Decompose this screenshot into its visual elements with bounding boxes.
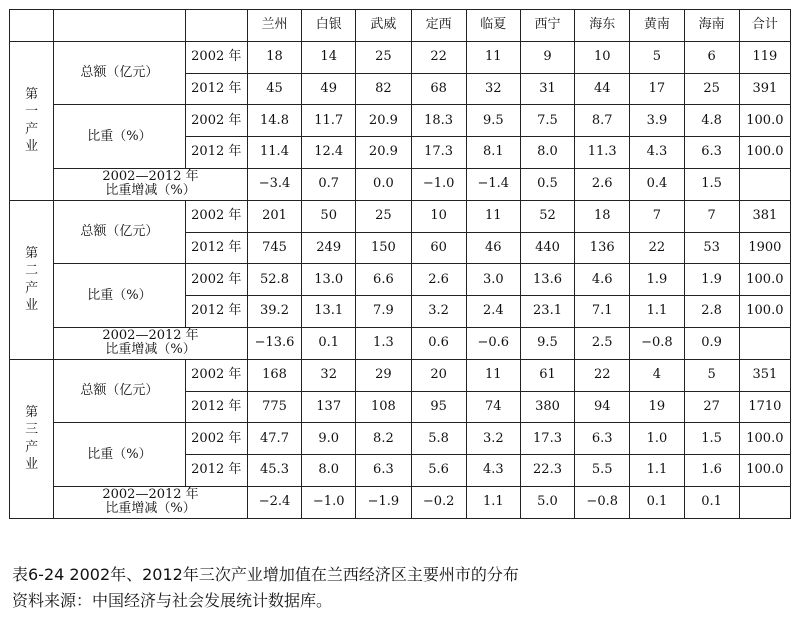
value-cell: 3.2 bbox=[466, 423, 520, 455]
value-cell: −3.4 bbox=[247, 168, 301, 200]
table-row bbox=[10, 105, 791, 137]
value-cell: 11 bbox=[466, 41, 520, 73]
value-cell: 20 bbox=[411, 359, 466, 391]
value-cell: 8.2 bbox=[356, 423, 411, 455]
metric-label-delta bbox=[54, 486, 248, 518]
value-cell: 45.3 bbox=[247, 455, 301, 487]
delta-label-line: 2002—2012 年 bbox=[102, 487, 199, 503]
value-cell: 5 bbox=[684, 359, 739, 391]
value-cell: 46 bbox=[466, 232, 520, 264]
value-cell: 3.2 bbox=[411, 296, 466, 328]
value-cell: 391 bbox=[739, 73, 790, 105]
value-cell: 7.1 bbox=[575, 296, 630, 328]
value-cell: 1.9 bbox=[684, 264, 739, 296]
value-cell: 22 bbox=[575, 359, 630, 391]
value-cell: 0.1 bbox=[630, 486, 684, 518]
value-cell: 32 bbox=[302, 359, 356, 391]
value-cell: 82 bbox=[356, 73, 411, 105]
value-cell: 1.1 bbox=[630, 455, 684, 487]
value-cell: 22.3 bbox=[520, 455, 574, 487]
value-cell: 0.7 bbox=[302, 168, 356, 200]
header-row bbox=[10, 10, 791, 42]
table-row bbox=[10, 423, 791, 455]
value-cell: 11.3 bbox=[575, 137, 630, 169]
value-cell: 61 bbox=[520, 359, 574, 391]
metric-label-total: 总额（亿元） bbox=[54, 200, 186, 264]
col-header: 临夏 bbox=[466, 10, 520, 42]
year-cell: 2002 年 bbox=[185, 200, 247, 232]
value-cell: 68 bbox=[411, 73, 466, 105]
value-cell: 1.5 bbox=[684, 168, 739, 200]
value-cell: 6 bbox=[684, 41, 739, 73]
col-header: 定西 bbox=[411, 10, 466, 42]
value-cell: 25 bbox=[684, 73, 739, 105]
value-cell: 1.5 bbox=[684, 423, 739, 455]
industry-label-char: 产 bbox=[25, 280, 39, 296]
delta-label-line: 2002—2012 年 bbox=[102, 169, 199, 185]
col-header: 黄南 bbox=[630, 10, 684, 42]
value-cell: 18 bbox=[575, 200, 630, 232]
corner-cell bbox=[10, 10, 54, 42]
value-cell: 45 bbox=[247, 73, 301, 105]
value-cell: 9.5 bbox=[466, 105, 520, 137]
value-cell: −0.8 bbox=[575, 486, 630, 518]
value-cell: 9.0 bbox=[302, 423, 356, 455]
col-header: 合计 bbox=[739, 10, 790, 42]
delta-label-line: 比重增减（%） bbox=[105, 501, 196, 517]
value-cell: 23.1 bbox=[520, 296, 574, 328]
value-cell: 100.0 bbox=[739, 105, 790, 137]
value-cell: 50 bbox=[302, 200, 356, 232]
value-cell: 10 bbox=[411, 200, 466, 232]
value-cell: 11.7 bbox=[302, 105, 356, 137]
col-header: 兰州 bbox=[247, 10, 301, 42]
metric-label-total: 总额（亿元） bbox=[54, 41, 186, 105]
value-cell: 17.3 bbox=[411, 137, 466, 169]
value-cell: 4.3 bbox=[466, 455, 520, 487]
value-cell: 0.0 bbox=[356, 168, 411, 200]
value-cell: 25 bbox=[356, 200, 411, 232]
industry-label-char: 三 bbox=[25, 422, 39, 438]
value-cell: 4.3 bbox=[630, 137, 684, 169]
industry-label-char: 业 bbox=[25, 298, 39, 314]
value-cell: 775 bbox=[247, 391, 301, 423]
value-cell: 137 bbox=[302, 391, 356, 423]
value-cell: 8.0 bbox=[520, 137, 574, 169]
value-cell: 4 bbox=[630, 359, 684, 391]
table-row bbox=[10, 327, 791, 359]
industry-label-char: 业 bbox=[25, 139, 39, 155]
industry-label-char: 产 bbox=[25, 439, 39, 455]
industry-label-char: 第 bbox=[25, 404, 39, 420]
value-cell: −0.8 bbox=[630, 327, 684, 359]
industry-label-char: 第 bbox=[25, 245, 39, 261]
value-cell: 29 bbox=[356, 359, 411, 391]
value-cell: 18.3 bbox=[411, 105, 466, 137]
value-cell: 39.2 bbox=[247, 296, 301, 328]
value-cell: 440 bbox=[520, 232, 574, 264]
metric-label-total: 总额（亿元） bbox=[54, 359, 186, 423]
value-cell: 5.8 bbox=[411, 423, 466, 455]
year-cell: 2012 年 bbox=[185, 232, 247, 264]
value-cell: 1.0 bbox=[630, 423, 684, 455]
value-cell: 0.1 bbox=[302, 327, 356, 359]
value-cell: 0.5 bbox=[520, 168, 574, 200]
value-cell: 1.9 bbox=[630, 264, 684, 296]
value-cell: −13.6 bbox=[247, 327, 301, 359]
value-cell: 3.9 bbox=[630, 105, 684, 137]
table-title: 表6-24 2002年、2012年三次产业增加值在兰西经济区主要州市的分布 bbox=[12, 565, 519, 584]
metric-label-delta bbox=[54, 168, 248, 200]
value-cell: 2.6 bbox=[575, 168, 630, 200]
corner-cell bbox=[185, 10, 247, 42]
value-cell: 20.9 bbox=[356, 137, 411, 169]
year-cell: 2002 年 bbox=[185, 105, 247, 137]
delta-label-line: 2002—2012 年 bbox=[102, 328, 199, 344]
year-cell: 2012 年 bbox=[185, 391, 247, 423]
value-cell: 52 bbox=[520, 200, 574, 232]
value-cell: 8.1 bbox=[466, 137, 520, 169]
value-cell: 13.0 bbox=[302, 264, 356, 296]
value-cell: 32 bbox=[466, 73, 520, 105]
value-cell: 100.0 bbox=[739, 137, 790, 169]
value-cell: 12.4 bbox=[302, 137, 356, 169]
value-cell: 22 bbox=[630, 232, 684, 264]
value-cell: 381 bbox=[739, 200, 790, 232]
col-header: 白银 bbox=[302, 10, 356, 42]
value-cell: 108 bbox=[356, 391, 411, 423]
source-note: 资料来源：中国经济与社会发展统计数据库。 bbox=[12, 591, 333, 610]
metric-label-delta bbox=[54, 327, 248, 359]
value-cell: 74 bbox=[466, 391, 520, 423]
table-row bbox=[10, 168, 791, 200]
year-cell: 2002 年 bbox=[185, 359, 247, 391]
value-cell: 2.4 bbox=[466, 296, 520, 328]
table-row bbox=[10, 264, 791, 296]
value-cell: 8.7 bbox=[575, 105, 630, 137]
value-cell: 5.0 bbox=[520, 486, 574, 518]
value-cell: 17.3 bbox=[520, 423, 574, 455]
table-body bbox=[10, 10, 791, 519]
value-cell: 47.7 bbox=[247, 423, 301, 455]
metric-label-share: 比重（%） bbox=[54, 264, 186, 328]
value-cell: 31 bbox=[520, 73, 574, 105]
value-cell: 0.4 bbox=[630, 168, 684, 200]
value-cell: 1.1 bbox=[466, 486, 520, 518]
value-cell: 351 bbox=[739, 359, 790, 391]
value-cell: −2.4 bbox=[247, 486, 301, 518]
value-cell: 5.5 bbox=[575, 455, 630, 487]
table-row bbox=[10, 41, 791, 73]
data-table bbox=[9, 9, 791, 519]
value-cell: 9 bbox=[520, 41, 574, 73]
value-cell: 11 bbox=[466, 200, 520, 232]
year-cell: 2002 年 bbox=[185, 423, 247, 455]
value-cell: 14 bbox=[302, 41, 356, 73]
year-cell: 2002 年 bbox=[185, 264, 247, 296]
year-cell: 2012 年 bbox=[185, 73, 247, 105]
value-cell: 150 bbox=[356, 232, 411, 264]
value-cell: 2.6 bbox=[411, 264, 466, 296]
value-cell: 249 bbox=[302, 232, 356, 264]
delta-label-line: 比重增减（%） bbox=[105, 183, 196, 199]
value-cell: 5.6 bbox=[411, 455, 466, 487]
value-cell: 7.5 bbox=[520, 105, 574, 137]
metric-label-share: 比重（%） bbox=[54, 423, 186, 487]
value-cell: 14.8 bbox=[247, 105, 301, 137]
value-cell: 100.0 bbox=[739, 455, 790, 487]
year-cell: 2002 年 bbox=[185, 41, 247, 73]
value-cell: 19 bbox=[630, 391, 684, 423]
value-cell: 20.9 bbox=[356, 105, 411, 137]
industry-label bbox=[10, 200, 54, 359]
value-cell: 22 bbox=[411, 41, 466, 73]
industry-label-char: 第 bbox=[25, 86, 39, 102]
value-cell: 6.3 bbox=[684, 137, 739, 169]
col-header: 海东 bbox=[575, 10, 630, 42]
table-row bbox=[10, 200, 791, 232]
value-cell: 6.3 bbox=[356, 455, 411, 487]
value-cell: 1710 bbox=[739, 391, 790, 423]
col-header: 海南 bbox=[684, 10, 739, 42]
value-cell: 6.6 bbox=[356, 264, 411, 296]
value-cell: 201 bbox=[247, 200, 301, 232]
value-cell: 6.3 bbox=[575, 423, 630, 455]
value-cell: 8.0 bbox=[302, 455, 356, 487]
value-cell: 100.0 bbox=[739, 296, 790, 328]
value-cell: 380 bbox=[520, 391, 574, 423]
value-cell: 5 bbox=[630, 41, 684, 73]
value-cell: 10 bbox=[575, 41, 630, 73]
caption bbox=[12, 562, 519, 614]
industry-label-char: 一 bbox=[25, 104, 39, 120]
value-cell: 0.6 bbox=[411, 327, 466, 359]
value-cell: 13.1 bbox=[302, 296, 356, 328]
col-header: 武威 bbox=[356, 10, 411, 42]
value-cell: 2.8 bbox=[684, 296, 739, 328]
metric-label-share: 比重（%） bbox=[54, 105, 186, 169]
table-row bbox=[10, 359, 791, 391]
value-cell: 119 bbox=[739, 41, 790, 73]
value-cell: 2.5 bbox=[575, 327, 630, 359]
industry-label bbox=[10, 41, 54, 200]
value-cell: 11 bbox=[466, 359, 520, 391]
value-cell: −0.2 bbox=[411, 486, 466, 518]
value-cell: 94 bbox=[575, 391, 630, 423]
value-cell bbox=[739, 327, 790, 359]
value-cell: 44 bbox=[575, 73, 630, 105]
industry-label-char: 业 bbox=[25, 457, 39, 473]
year-cell: 2012 年 bbox=[185, 296, 247, 328]
value-cell bbox=[739, 486, 790, 518]
value-cell: 18 bbox=[247, 41, 301, 73]
value-cell: 60 bbox=[411, 232, 466, 264]
value-cell: 95 bbox=[411, 391, 466, 423]
value-cell: 4.6 bbox=[575, 264, 630, 296]
value-cell bbox=[739, 168, 790, 200]
value-cell: 100.0 bbox=[739, 423, 790, 455]
value-cell: 7.9 bbox=[356, 296, 411, 328]
value-cell: 53 bbox=[684, 232, 739, 264]
value-cell: 25 bbox=[356, 41, 411, 73]
year-cell: 2012 年 bbox=[185, 455, 247, 487]
value-cell: 1.6 bbox=[684, 455, 739, 487]
value-cell: 52.8 bbox=[247, 264, 301, 296]
value-cell: 136 bbox=[575, 232, 630, 264]
year-cell: 2012 年 bbox=[185, 137, 247, 169]
value-cell: −1.0 bbox=[302, 486, 356, 518]
value-cell: −1.9 bbox=[356, 486, 411, 518]
value-cell: 9.5 bbox=[520, 327, 574, 359]
value-cell: −1.0 bbox=[411, 168, 466, 200]
value-cell: 7 bbox=[684, 200, 739, 232]
delta-label-line: 比重增减（%） bbox=[105, 342, 196, 358]
industry-label-char: 二 bbox=[25, 263, 39, 279]
industry-label-char: 产 bbox=[25, 121, 39, 137]
value-cell: 0.1 bbox=[684, 486, 739, 518]
value-cell: 0.9 bbox=[684, 327, 739, 359]
value-cell: 13.6 bbox=[520, 264, 574, 296]
value-cell: 100.0 bbox=[739, 264, 790, 296]
value-cell: 745 bbox=[247, 232, 301, 264]
value-cell: 1.3 bbox=[356, 327, 411, 359]
value-cell: 168 bbox=[247, 359, 301, 391]
value-cell: 3.0 bbox=[466, 264, 520, 296]
col-header: 西宁 bbox=[520, 10, 574, 42]
corner-cell bbox=[54, 10, 186, 42]
industry-label bbox=[10, 359, 54, 518]
value-cell: 11.4 bbox=[247, 137, 301, 169]
value-cell: 1.1 bbox=[630, 296, 684, 328]
value-cell: 49 bbox=[302, 73, 356, 105]
value-cell: 17 bbox=[630, 73, 684, 105]
value-cell: 4.8 bbox=[684, 105, 739, 137]
value-cell: −0.6 bbox=[466, 327, 520, 359]
table-row bbox=[10, 486, 791, 518]
value-cell: 7 bbox=[630, 200, 684, 232]
value-cell: 1900 bbox=[739, 232, 790, 264]
value-cell: 27 bbox=[684, 391, 739, 423]
value-cell: −1.4 bbox=[466, 168, 520, 200]
